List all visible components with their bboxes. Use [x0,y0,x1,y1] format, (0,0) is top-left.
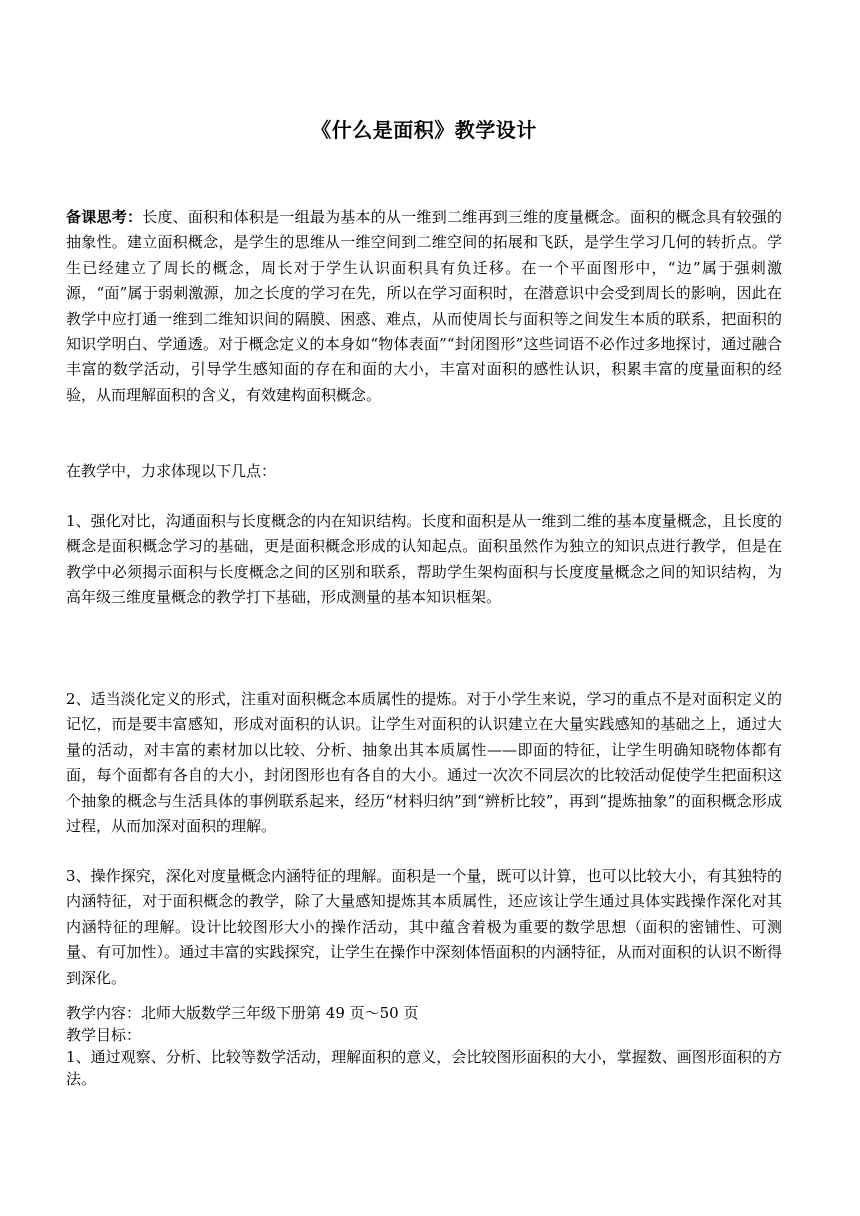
document-title: 《什么是面积》教学设计 [311,118,537,142]
point-3-paragraph: 3、操作探究，深化对度量概念内涵特征的理解。面积是一个量，既可以计算，也可以比较大小，有其独特的内涵特征，对于面积概念的教学，除了大量感知提炼其本质属性，还应该让学生通过具体实践操作深化对其内涵特征的理解。设计比较图形大小的操作活动，其中蕴含着极为重要的数学思想（面积的密铺性、可测量、有可加性）。通过丰富的实践探究，让学生在操作中深刻体悟面积的内涵特征，从而对面积的认识不断得到深化。 [66,867,782,987]
goal-1-paragraph: 1、通过观察、分析、比较等数学活动，理解面积的意义，会比较图形面积的大小，掌握数、画图形面积的方法。 [66,1048,782,1088]
prep-paragraph [66,205,782,408]
document-page [66,0,782,1216]
teaching-goals-label: 教学目标： [66,1026,142,1044]
point-2-paragraph: 2、适当淡化定义的形式，注重对面积概念本质属性的提炼。对于小学生来说，学习的重点不是对面积定义的记忆，而是要丰富感知，形成对面积的认识。让学生对面积的认识建立在大量实践感知的基础之上，通过大量的活动，对丰富的素材加以比较、分析、抽象出其本质属性——即面的特征，让学生明确知晓物体都有面，每个面都有各自的大小，封闭图形也有各自的大小。通过一次次不同层次的比较活动促使学生把面积这个抽象的概念与生活具体的事例联系起来，经历“材料归纳”到“辨析比较”，再到“提炼抽象”的面积概念形成过程，从而加深对面积的理解。 [66,690,782,836]
prep-text: 长度、面积和体积是一组最为基本的从一维到二维再到三维的度量概念。面积的概念具有较强的抽象性。建立面积概念，是学生的思维从一维空间到二维空间的拓展和飞跃，是学生学习几何的转折点。学生已经建立了周长的概念，周长对于学生认识面积具有负迁移。在一个平面图形中，“边”属于强刺激源，“面”属于弱刺激源，加之长度的学习在先，所以在学习面积时，在潜意识中会受到周长的影响，因此在教学中应打通一维到二维知识间的隔膜、困惑、难点，从而使周长与面积等之间发生本质的联系，把面积的知识学明白、学通透。对于概念定义的本身如“物体表面”“封闭图形”这些词语不必作过多地探讨，通过融合丰富的数学活动，引导学生感知面的存在和面的大小，丰富对面积的感性认识，积累丰富的度量面积的经验，从而理解面积的含义，有效建构面积概念。 [66,208,782,404]
teaching-content-line: 教学内容：北师大版数学三年级下册第 49 页～50 页 [66,1004,419,1022]
point-1-paragraph: 1、强化对比，沟通面积与长度概念的内在知识结构。长度和面积是从一维到二维的基本度量概念，且长度的概念是面积概念学习的基础，更是面积概念形成的认知起点。面积虽然作为独立的知识点进行教学，但是在教学中必须揭示面积与长度概念之间的区别和联系，帮助学生架构面积与长度度量概念之间的知识结构，为高年级三维度量概念的教学打下基础，形成测量的基本知识框架。 [66,512,782,607]
prep-label: 备课思考： [66,208,143,226]
intro-paragraph: 在教学中，力求体现以下几点： [66,462,277,480]
